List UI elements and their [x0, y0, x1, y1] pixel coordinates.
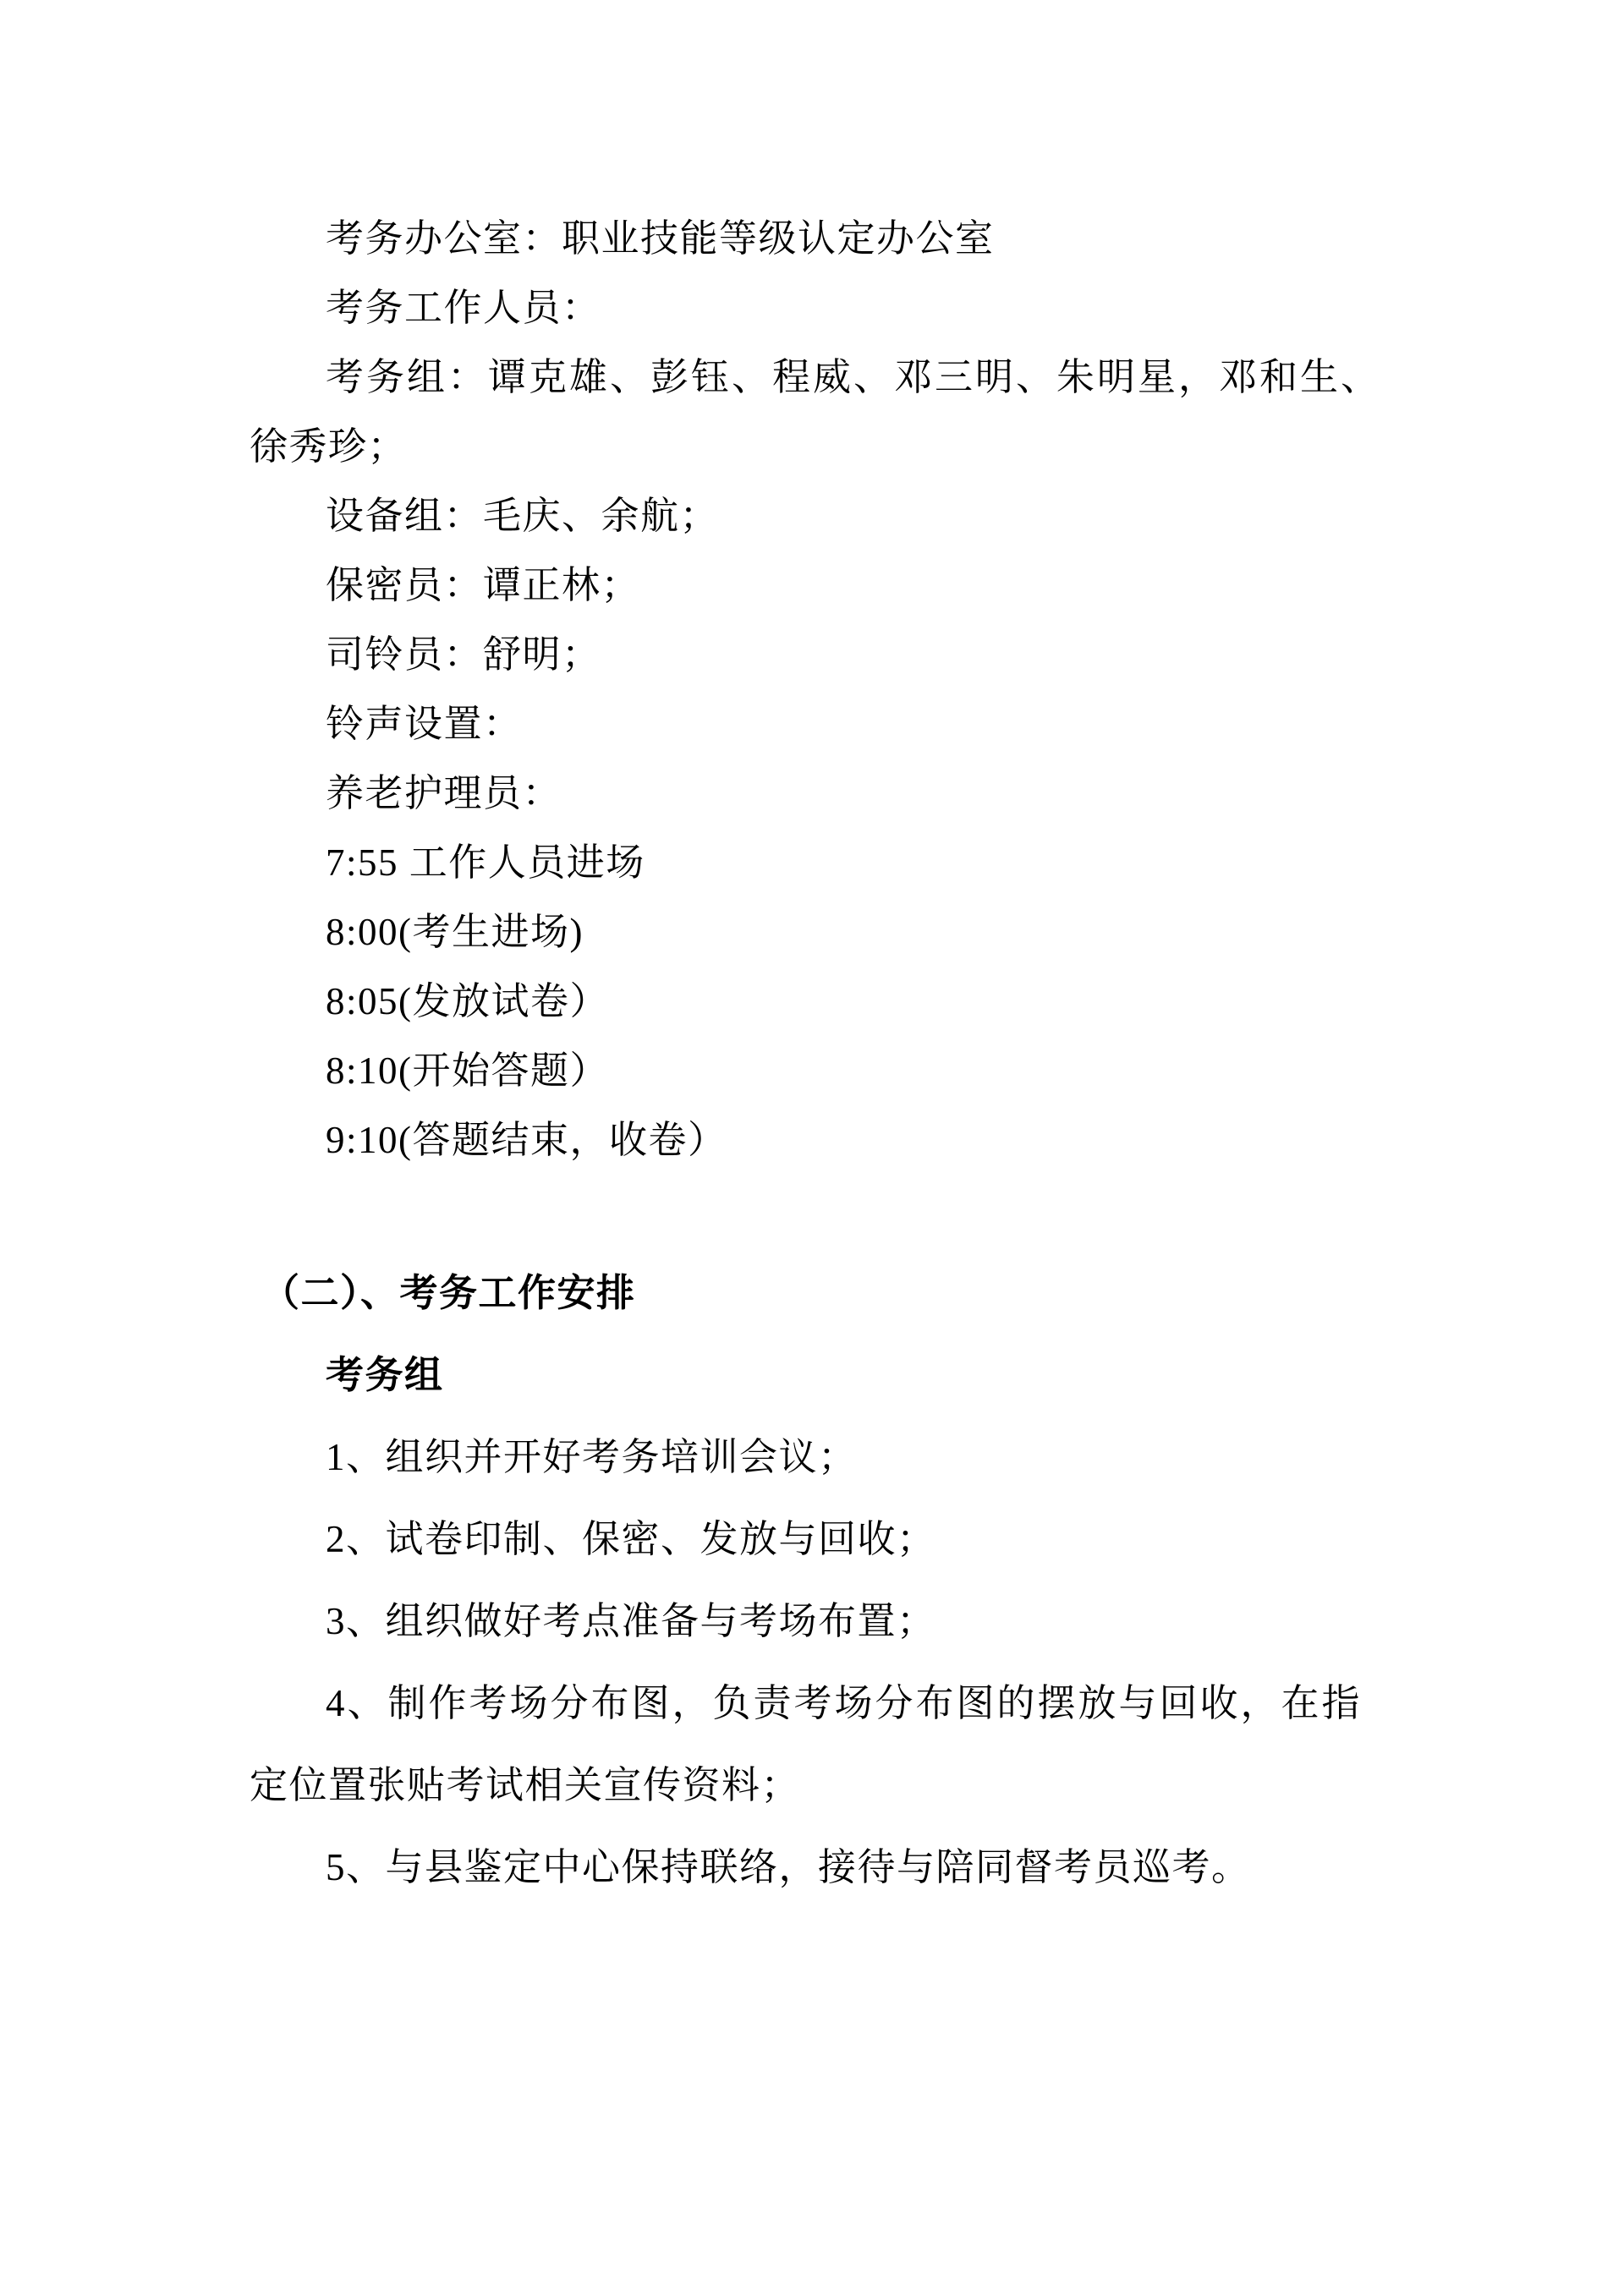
text-line-bell-settings: 铃声设置： [326, 703, 523, 745]
text-line-time-910: 9:10(答题结束，收卷） [326, 1119, 727, 1161]
text-line-bell-operator: 司铃员：舒明； [326, 633, 601, 676]
list-item-2: 2、试卷印制、保密、发放与回收； [326, 1518, 936, 1560]
list-item-4-cont: 定位置张贴考试相关宣传资料； [250, 1764, 801, 1806]
work-arrangement-section [250, 1252, 1374, 1909]
list-item-5: 5、与县鉴定中心保持联络，接待与陪同督考员巡考。 [326, 1846, 1251, 1888]
text-line-time-805: 8:05(发放试卷） [326, 980, 609, 1022]
list-item-3: 3、组织做好考点准备与考场布置； [326, 1600, 936, 1642]
text-line-exam-office: 考务办公室：职业技能等级认定办公室 [326, 217, 995, 260]
text-line-caregiver-label: 养老护理员： [326, 772, 562, 814]
list-item-4: 4、制作考场分布图，负责考场分布图的摆放与回收，在指 [326, 1682, 1363, 1724]
section-subheading: 考务组 [326, 1354, 444, 1396]
text-line-time-810: 8:10(开始答题） [326, 1049, 609, 1092]
text-line-exam-group-names: 考务组：谭克雄、彭钰、程威、邓三明、朱明星，邓和生、 [326, 356, 1382, 398]
text-line-equipment-group: 设备组：毛庆、余航； [326, 495, 720, 537]
list-item-1: 1、组织并开好考务培训会议； [326, 1436, 858, 1478]
text-line-security-officer: 保密员：谭正林； [326, 564, 641, 606]
text-line-time-800: 8:00(考生进场) [326, 911, 584, 953]
text-line-staff-label: 考务工作人员： [326, 287, 601, 329]
staff-schedule-section [250, 204, 1382, 1175]
section-heading: （二）、考务工作安排 [261, 1272, 636, 1314]
text-line-exam-group-names-cont: 徐秀珍； [250, 425, 408, 468]
text-line-time-755: 7:55 工作人员进场 [326, 841, 645, 884]
